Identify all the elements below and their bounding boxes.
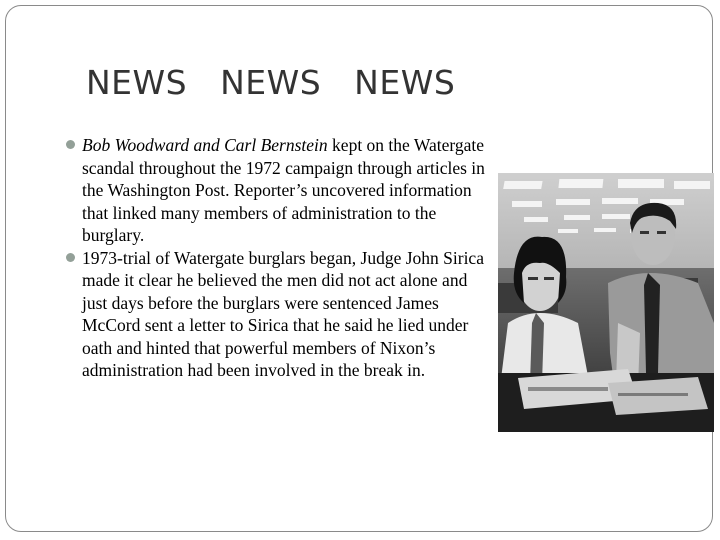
bullet-dot-icon [66,140,75,149]
bullet-item [66,134,492,247]
slide-title: NEWS NEWS NEWS [86,63,456,102]
reporters-photo [498,173,714,432]
slide [5,5,713,532]
bullet-item [66,247,492,382]
bullet-list [66,134,492,382]
reporter-names: Bob Woodward and Carl Bernstein [82,135,328,155]
bullet-dot-icon [66,253,75,262]
bullet-text: kept on the Watergate scandal throughout the 1972 campaign through articles in the Washington Post. Reporter’s uncovered information that linked many members of administration to the burglary. [82,135,485,245]
bullet-text: 1973-trial of Watergate burglars began, Judge John Sirica made it clear he believed the men did not act alone and just days before the burglars were sentenced James McCord sent a letter to Sirica that he said he lied under oath and hinted that powerful members of Nixon’s administration had been involved in the break in. [82,247,484,380]
